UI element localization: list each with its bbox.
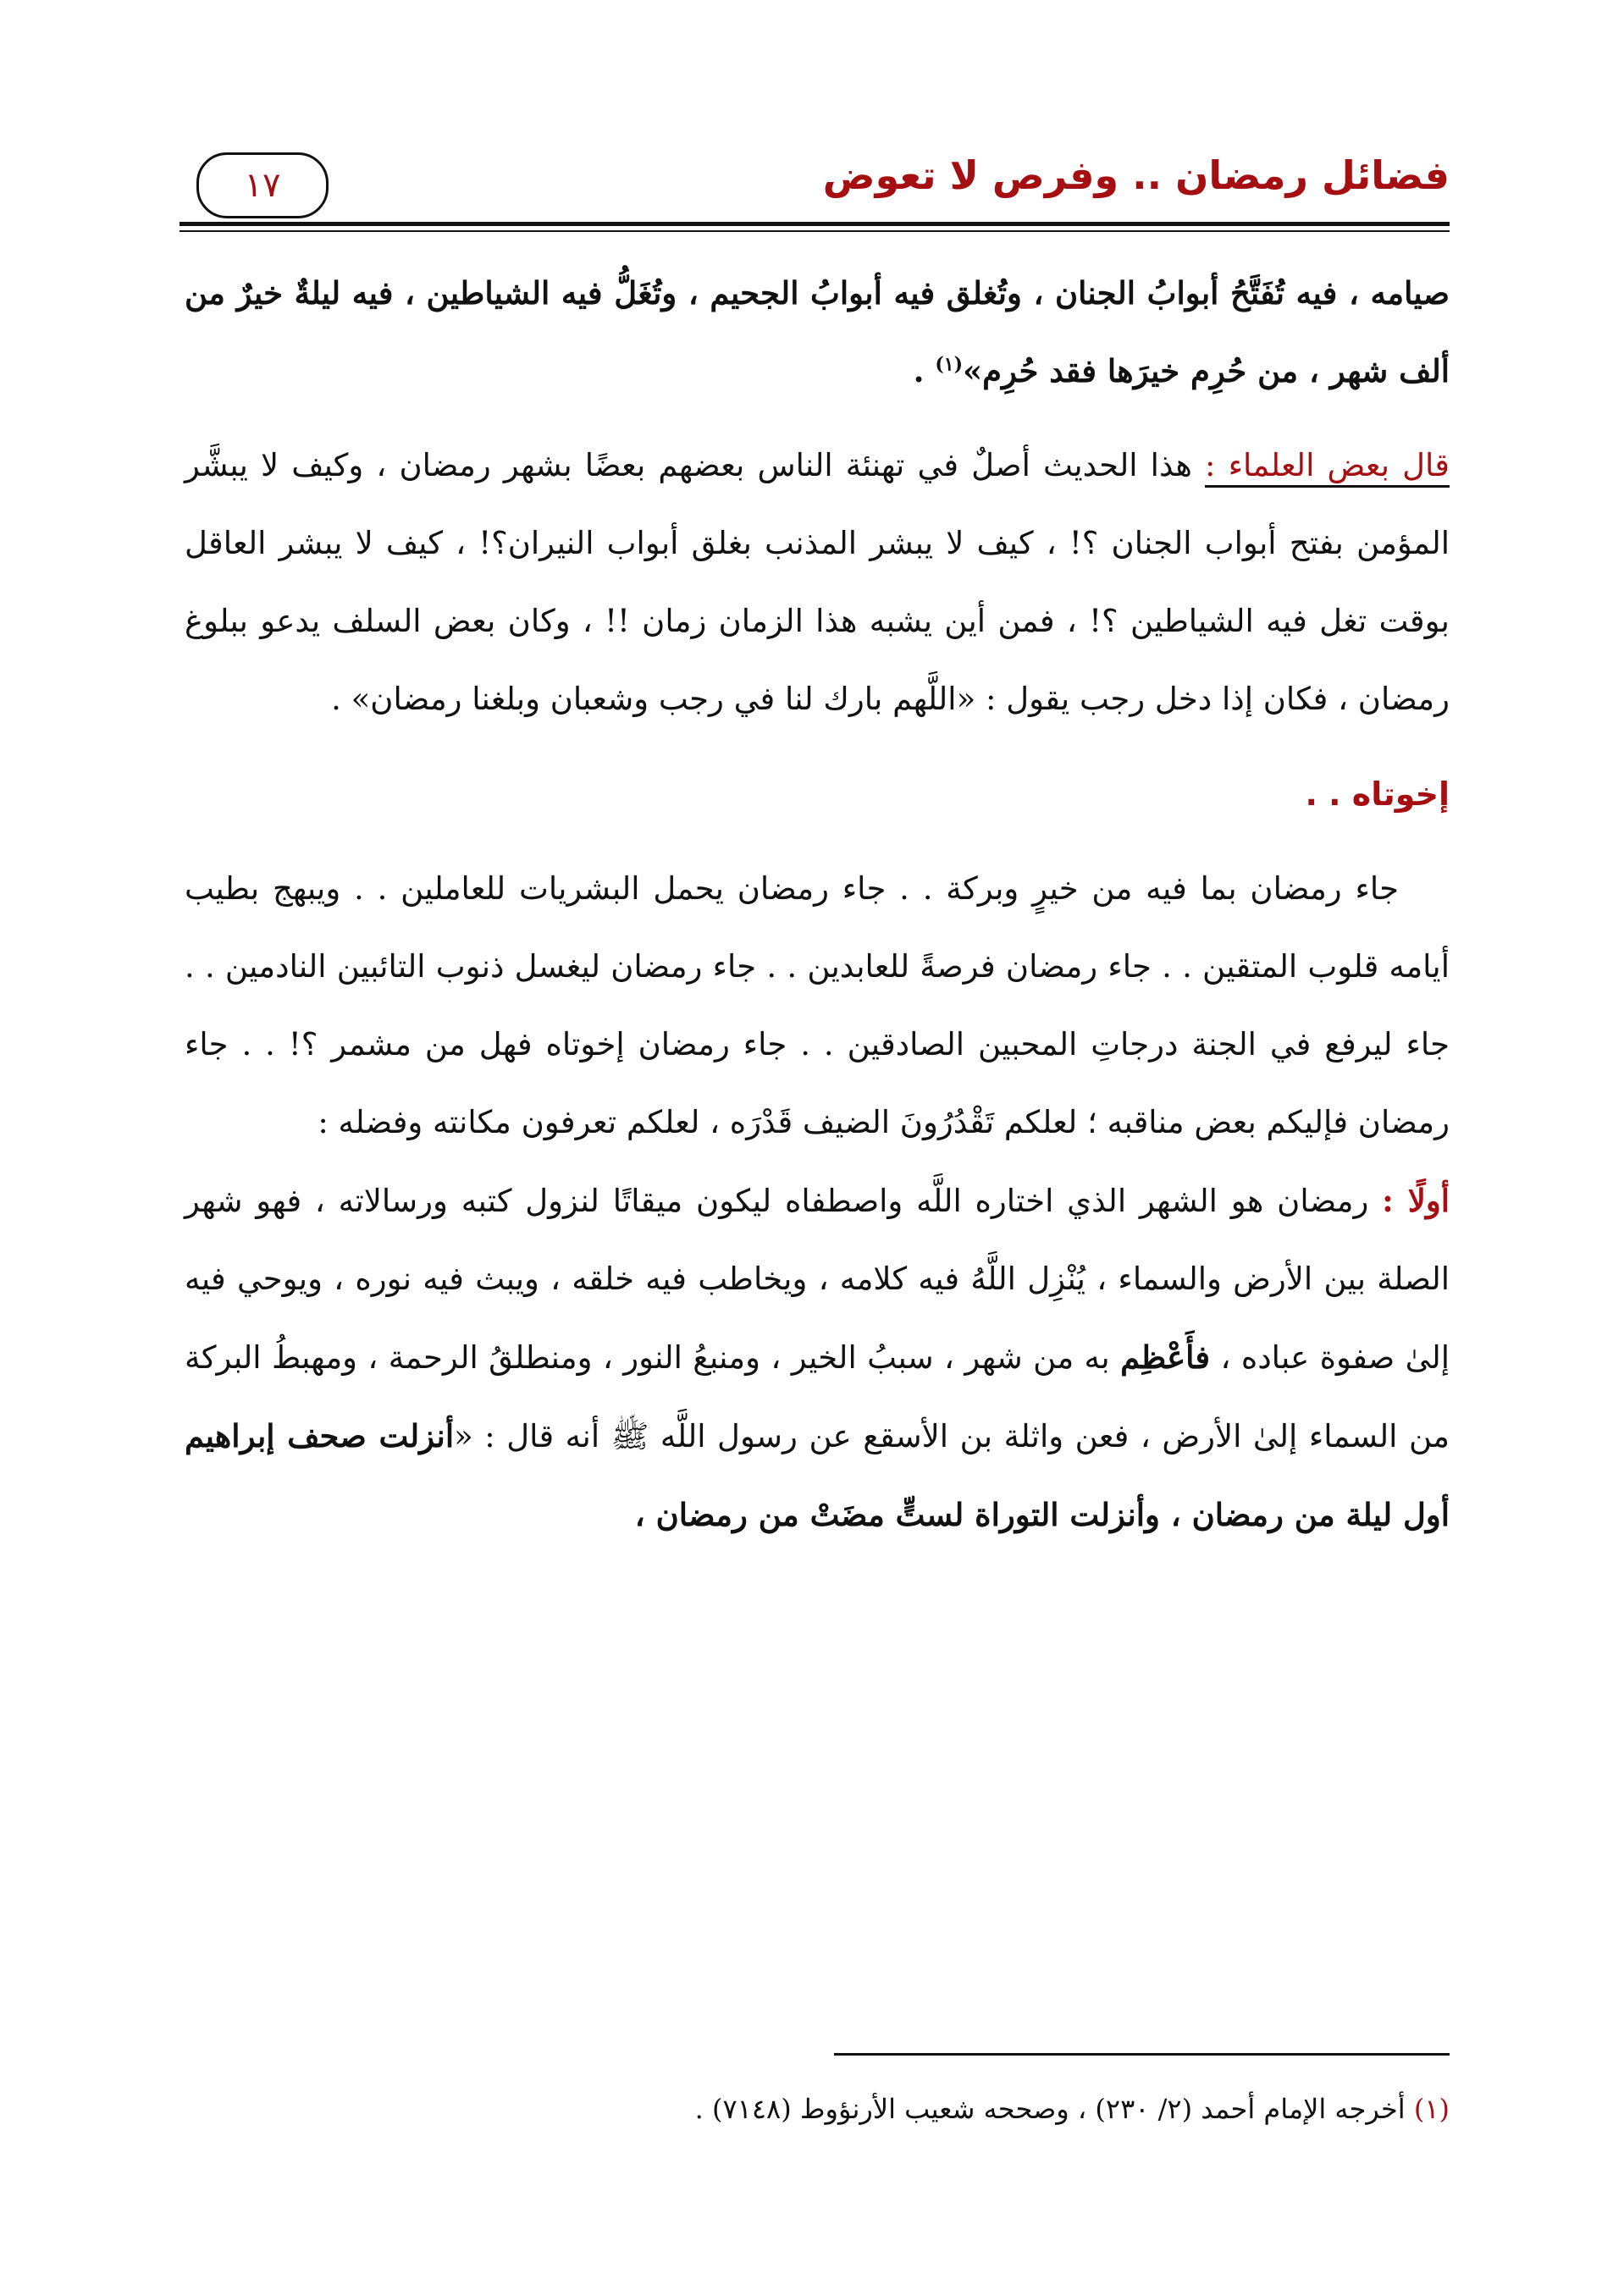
scholar-label: قال بعض العلماء : (1205, 447, 1450, 488)
header-rule-thick (180, 222, 1450, 226)
first-text-bold: فأَعْظِم (1120, 1338, 1211, 1376)
footnote-text: أخرجه الإمام أحمد (٢/ ٢٣٠) ، وصححه شعيب الأرنؤوط (٧١٤٨) . (694, 2093, 1414, 2125)
page-body (185, 254, 1450, 1554)
first-text-cont: به من شهر ، سببُ الخير ، ومنبعُ النور ، ومنطلقُ الرحمة ، ومهبطُ البركة من السماء إلىٰ الأرض ، فعن واثلة بن الأسقع عن رسول اللَّه ﷺ أنه قال : « (185, 1339, 1450, 1454)
paragraph-first (185, 1162, 1450, 1554)
scholar-text: هذا الحديث أصلٌ في تهنئة الناس بعضهم بعضًا بشهر رمضان ، وكيف لا يبشَّر المؤمن بفتح أبواب الجنان ؟! ، كيف لا يبشر المذنب بغلق أبواب النيران؟! ، كيف لا يبشر العاقل بوقت تغل فيه الشياطين ؟! ، فمن أين يشبه هذا الزمان زمان !! ، وكان بعض السلف يدعو ببلوغ رمضان ، فكان إذا دخل رجب يقول : «اللَّهم بارك لنا في رجب وشعبان وبلغنا رمضان» . (185, 447, 1450, 717)
brothers-text: جاء رمضان بما فيه من خيرٍ وبركة . . جاء رمضان يحمل البشريات للعاملين . . ويبهج بطيب أيامه قلوب المتقين . . جاء رمضان فرصةً للعابدين . . جاء رمضان ليغسل ذنوب التائبين النادمين . . جاء ليرفع في الجنة درجاتِ المحبين الصادقين . . جاء رمضان إخوتاه فهل من مشمر ؟! . . جاء رمضان فإليكم بعض مناقبه ؛ لعلكم تَقْدُرُونَ الضيف قَدْرَه ، لعلكم تعرفون مكانته وفضله : (185, 870, 1450, 1140)
paragraph-hadith-end (185, 254, 1450, 410)
page-number: ١٧ (244, 166, 281, 205)
page-number-badge (196, 152, 329, 218)
footnote-number: (١) (1413, 2093, 1450, 2125)
running-title: فضائل رمضان .. وفرص لا تعوض (822, 152, 1450, 198)
paragraph-brothers (185, 850, 1450, 1162)
hadith-line-1: صيامه ، فيه تُفَتَّحُ أبوابُ الجنان ، وتُغلق فيه أبوابُ الجحيم ، وتُغَلُّ فيه (561, 274, 1450, 312)
first-label: أولًا : (1382, 1182, 1450, 1219)
first-hadith: أنزلت صحف إبراهيم أول ليلة من رمضان ، وأنزلت التوراة لستٍّ مضَتْ من رمضان ، (185, 1417, 1450, 1533)
footnote (695, 2093, 1450, 2125)
hadith-line-2: الشياطين ، فيه ليلةٌ خيرٌ من ألف شهر ، من حُرِم خيرَها فقد حُرِم» (185, 274, 1450, 389)
section-heading: إخوتاه . . (1305, 775, 1450, 813)
header-rule-thin (180, 230, 1450, 232)
footnote-rule (834, 2053, 1450, 2056)
paragraph-scholars (185, 427, 1450, 738)
hadith-end-period: . (913, 352, 936, 389)
footnote-marker: (١) (935, 353, 963, 376)
first-text: رمضان هو الشهر الذي اختاره اللَّه واصطفاه ليكون ميقاتًا لنزول كتبه ورسالاته ، فهو شهر الصلة بين الأرض والسماء ، يُنْزِل اللَّهُ فيه كلامه ، ويخاطب فيه خلقه ، ويبث فيه نوره ، ويوحي فيه إلىٰ صفوة عباده ، (185, 1183, 1450, 1376)
